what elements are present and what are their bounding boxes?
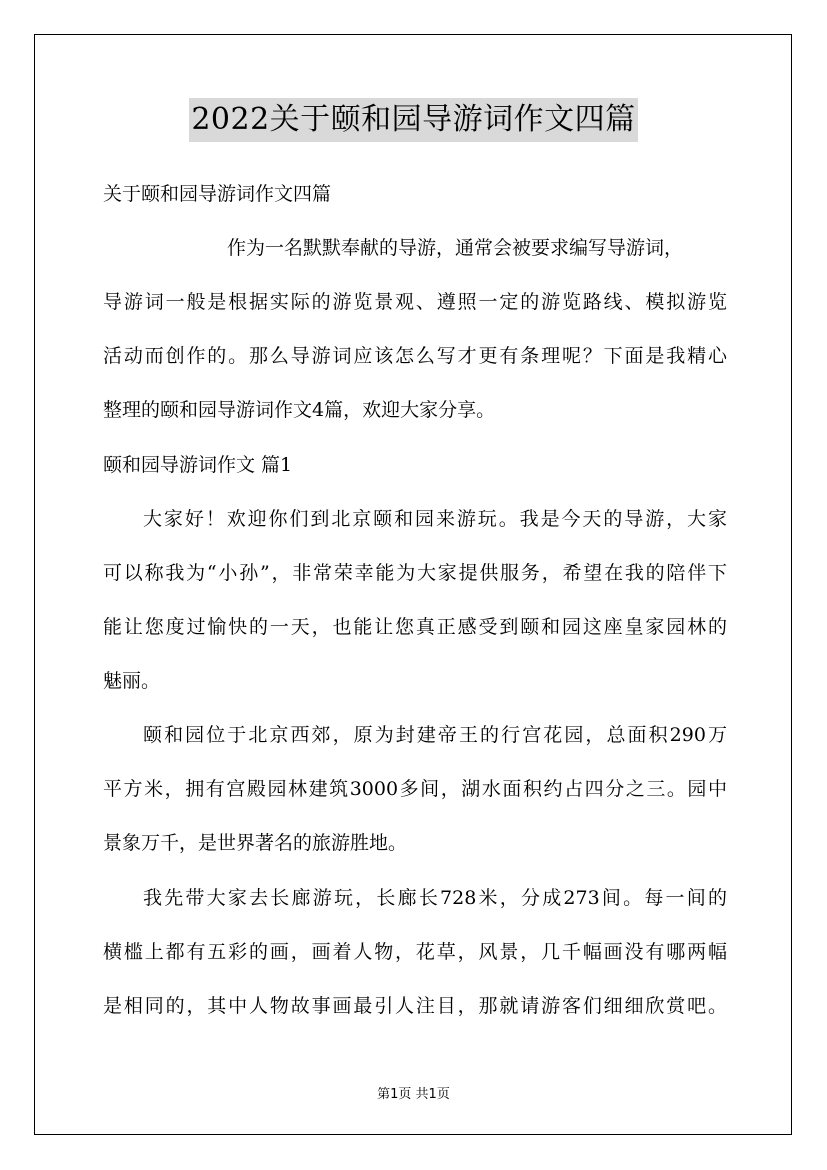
paragraph-line: 大家好！欢迎你们到北京颐和园来游玩。我是今天的导游，大家 bbox=[143, 508, 727, 530]
paragraph-line: 平方米，拥有宫殿园林建筑3000多间，湖水面积约占四分之三。园中 bbox=[103, 778, 727, 800]
paragraph-line: 可以称我为“小孙”，非常荣幸能为大家提供服务，希望在我的陪伴下 bbox=[103, 562, 727, 584]
paragraph-line: 魅丽。 bbox=[103, 670, 161, 692]
paragraph-line: 能让您度过愉快的一天，也能让您真正感受到颐和园这座皇家园林的 bbox=[103, 616, 727, 638]
paragraph-line: 活动而创作的。那么导游词应该怎么写才更有条理呢？下面是我精心 bbox=[103, 345, 727, 367]
page-footer: 第1页 共1页 bbox=[377, 1087, 450, 1102]
paragraph-line: 景象万千，是世界著名的旅游胜地。 bbox=[103, 832, 408, 854]
section-heading: 颐和园导游词作文 篇1 bbox=[103, 454, 293, 476]
subtitle: 关于颐和园导游词作文四篇 bbox=[103, 183, 332, 205]
paragraph-line: 作为一名默默奉献的导游，通常会被要求编写导游词， bbox=[227, 237, 684, 259]
paragraph-line: 导游词一般是根据实际的游览景观、遵照一定的游览路线、模拟游览 bbox=[103, 291, 727, 313]
paragraph-line: 横槛上都有五彩的画，画着人物，花草，风景，几千幅画没有哪两幅 bbox=[103, 941, 727, 963]
paragraph-line: 整理的颐和园导游词作文4篇，欢迎大家分享。 bbox=[103, 399, 496, 421]
paragraph-line: 颐和园位于北京西郊，原为封建帝王的行宫花园，总面积290万 bbox=[143, 724, 727, 746]
paragraph-line: 是相同的，其中人物故事画最引人注目，那就请游客们细细欣赏吧。 bbox=[103, 995, 727, 1017]
title-wrapper bbox=[0, 98, 827, 142]
document-title: 2022关于颐和园导游词作文四篇 bbox=[189, 98, 637, 142]
paragraph-line: 我先带大家去长廊游玩，长廊长728米，分成273间。每一间的 bbox=[143, 887, 727, 909]
